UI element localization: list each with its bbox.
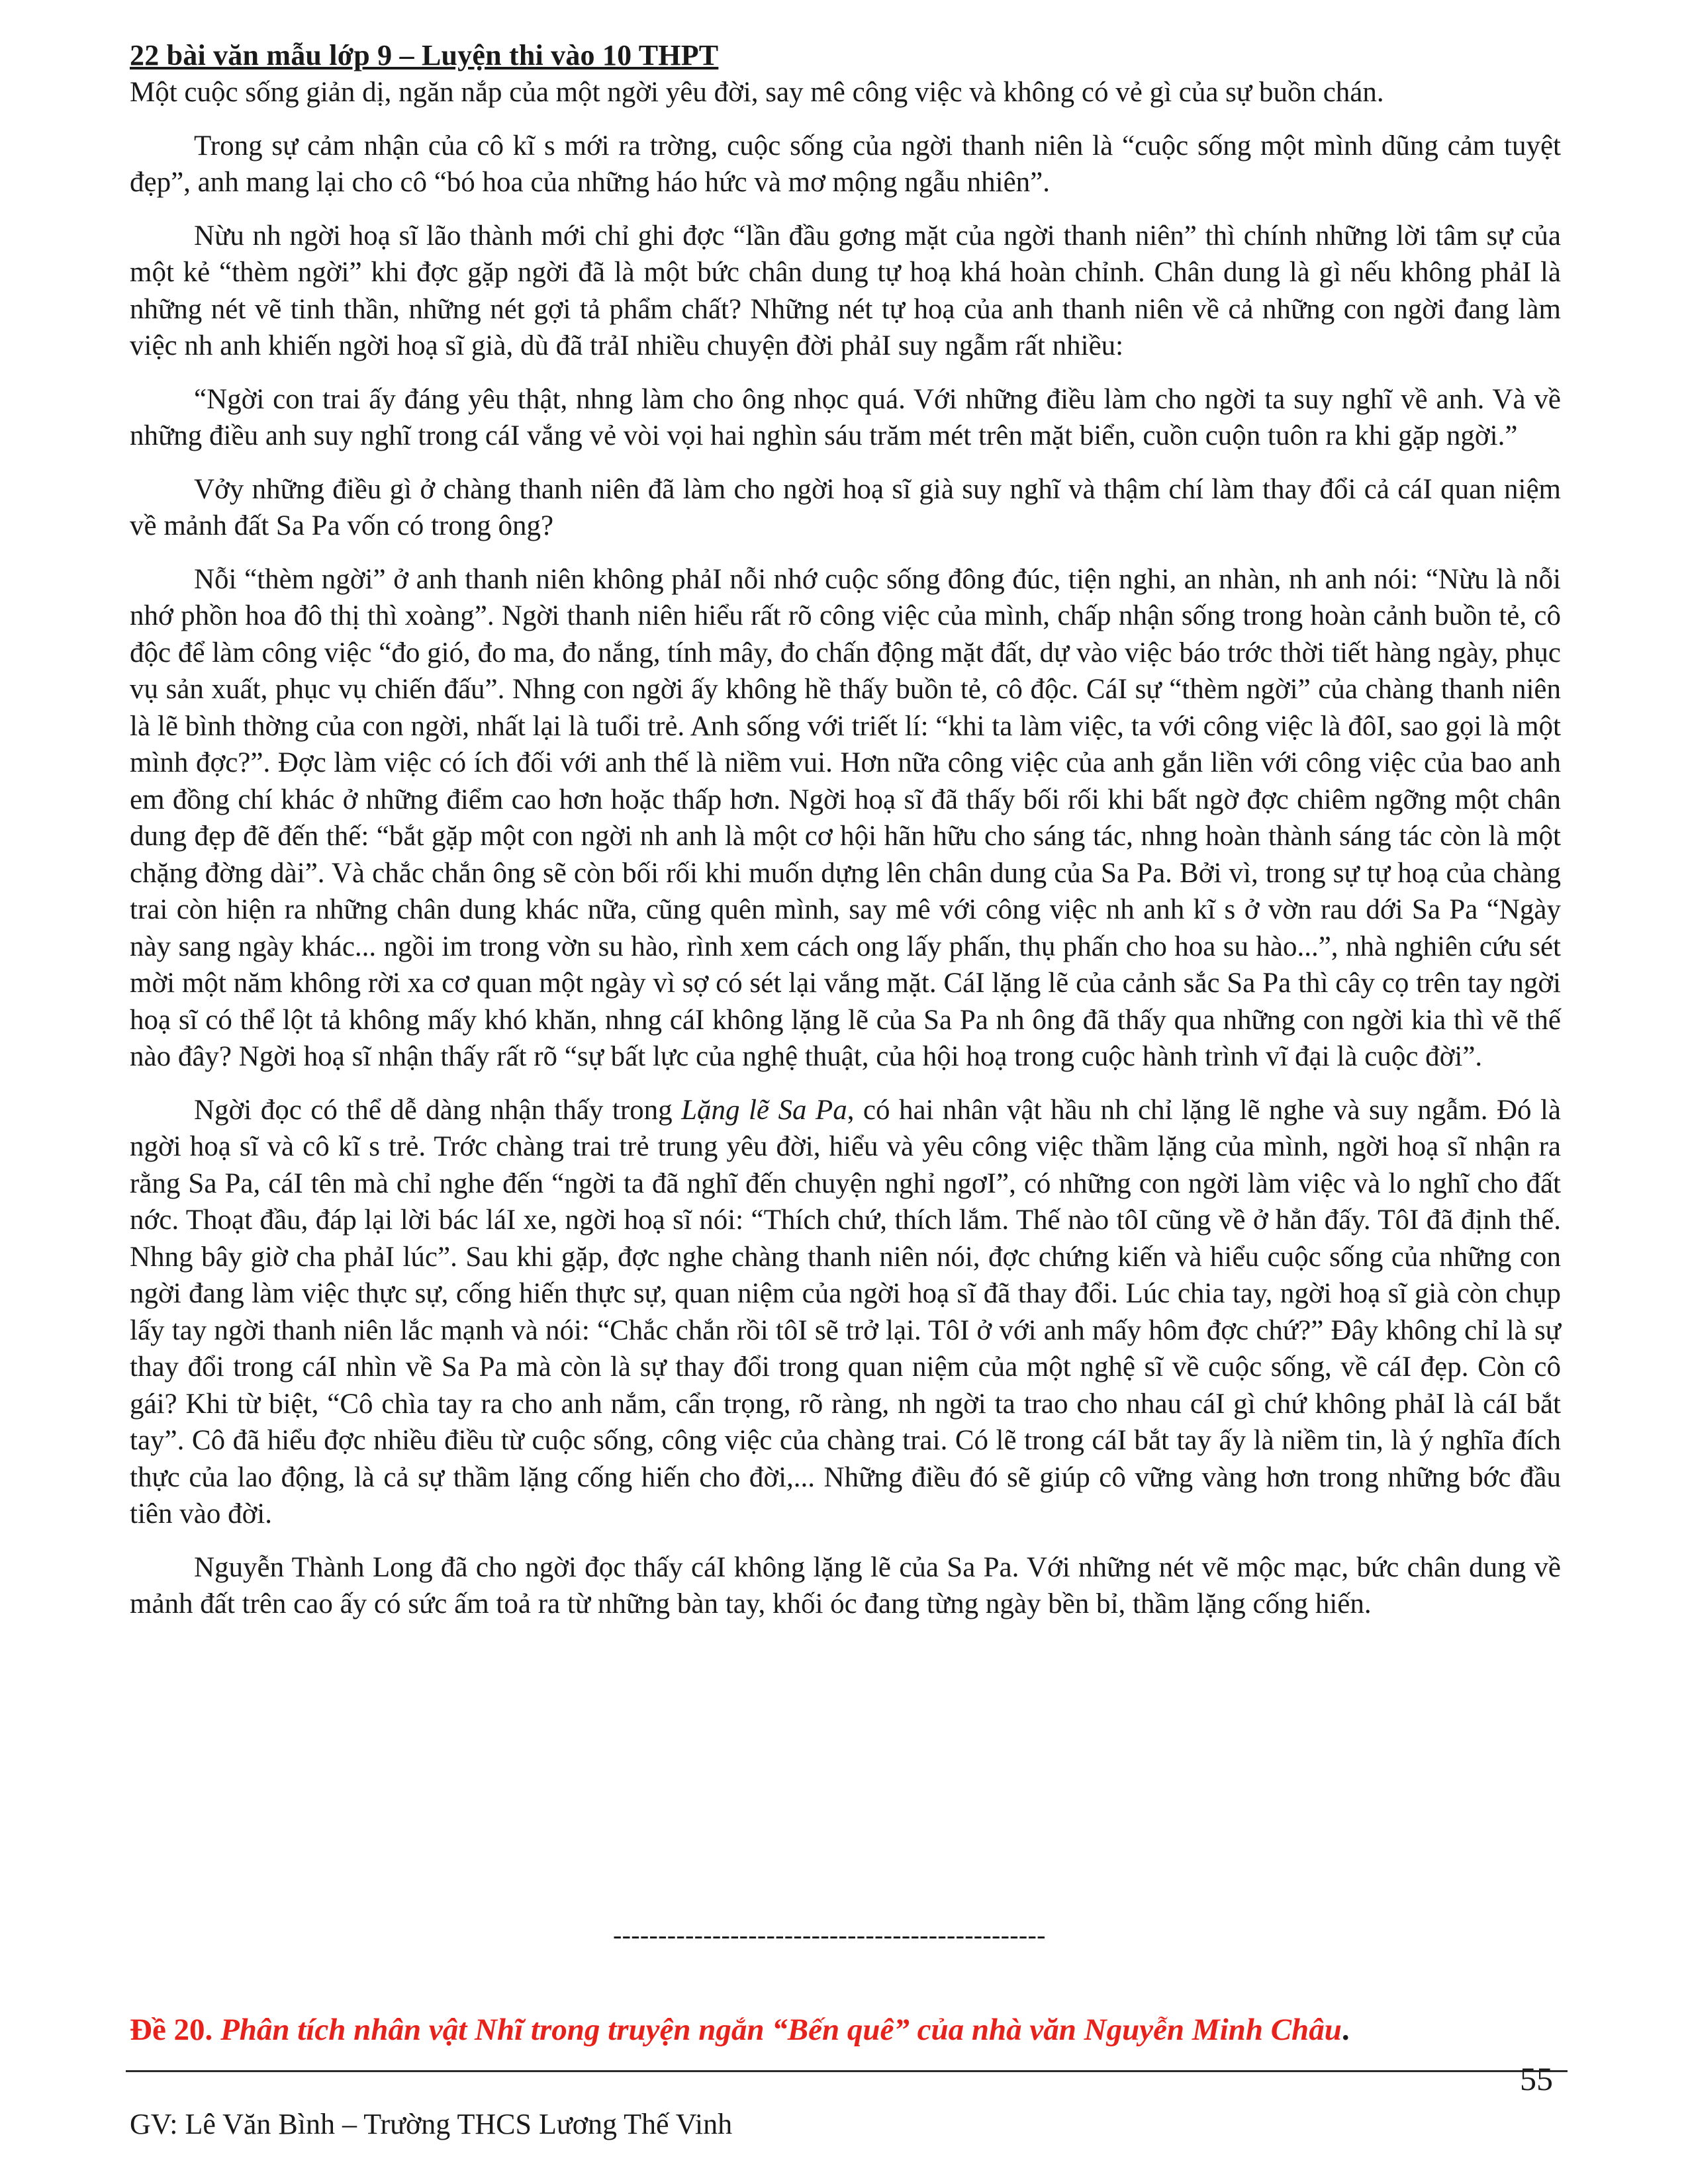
- topic-end: .: [1341, 2013, 1350, 2047]
- next-topic-heading: [130, 2012, 1566, 2048]
- paragraph: Vởy những điều gì ở chàng thanh niên đã làm cho ngời hoạ sĩ già suy nghĩ và thậm chí làm thay đổi cả cáI quan niệm về mảnh đất Sa Pa vốn có trong ông?: [130, 473, 1561, 541]
- footer-text: GV: Lê Văn Bình – Trường THCS Lương Thế Vinh: [130, 2108, 733, 2140]
- paragraph: Trong sự cảm nhận của cô kĩ s mới ra trờng, cuộc sống của ngời thanh niên là “cuộc sống một mình dũng cảm tuyệt đẹp”, anh mang lại cho cô “bó hoa của những háo hức và mơ mộng ngẫu nhiên”.: [130, 130, 1561, 198]
- topic-label: Đề 20.: [130, 2013, 213, 2047]
- quote-paragraph: “Ngời con trai ấy đáng yêu thật, nhng làm cho ông nhọc quá. Với những điều làm cho ngời ta suy nghĩ về anh. Và về những điều anh suy nghĩ trong cáI vắng vẻ vòi vọi hai nghìn sáu trăm mét trên mặt biển, cuồn cuộn tuôn ra khi gặp ngời.”: [130, 383, 1561, 451]
- section-separator: ------------------------------------------------: [613, 1920, 1046, 1950]
- paragraph: Nguyễn Thành Long đã cho ngời đọc thấy cáI không lặng lẽ của Sa Pa. Với những nét vẽ mộc mạc, bức chân dung về mảnh đất trên cao ấy có sức ấm toả ra từ những bàn tay, khối óc đang từng ngày bền bỉ, thầm lặng cống hiến.: [130, 1551, 1561, 1619]
- paragraph: [130, 1092, 1561, 1533]
- paragraph-text: Ngời đọc có thể dễ dàng nhận thấy trong: [194, 1094, 682, 1126]
- topic-text: Phân tích nhân vật Nhĩ trong truyện ngắn “Bến quê” của nhà văn Nguyễn Minh Châu: [220, 2013, 1342, 2047]
- document-header-title: 22 bài văn mẫu lớp 9 – Luyện thi vào 10 THPT: [130, 39, 719, 71]
- paragraph: Nỗi “thèm ngời” ở anh thanh niên không phảI nỗi nhớ cuộc sống đông đúc, tiện nghi, an nhàn, nh anh nói: “Nừu là nỗi nhớ phồn hoa đô thị thì xoàng”. Ngời thanh niên hiểu rất rõ công việc của mình, chấp nhận sống trong hoàn cảnh buồn tẻ, cô độc để làm công việc “đo gió, đo ma, đo nắng, tính mây, đo chấn động mặt đất, dự vào việc báo trớc thời tiết hàng ngày, phục vụ sản xuất, phục vụ chiến đấu”. Nhng con ngời ấy không hề thấy buồn tẻ, cô độc. CáI sự “thèm ngời” của chàng thanh niên là lẽ bình thờng của con ngời, nhất lại là tuổi trẻ. Anh sống với triết lí: “khi ta làm việc, ta với công việc là đôI, sao gọi là một mình đợc?”. Đợc làm việc có ích đối với anh thế là niềm vui. Hơn nữa công việc của anh gắn liền với công việc của bao anh em đồng chí khác ở những điểm cao hơn hoặc thấp hơn. Ngời hoạ sĩ đã thấy bối rối khi bất ngờ đợc chiêm ngỡng một chân dung đẹp đẽ đến thế: “bắt gặp một con ngời nh anh là một cơ hội hãn hữu cho sáng tác, nhng hoàn thành sáng tác còn là một chặng đờng dài”. Và chắc chắn ông sẽ còn bối rối khi muốn dựng lên chân dung của Sa Pa. Bởi vì, trong sự tự hoạ của chàng trai còn hiện ra những chân dung khác nữa, cũng quên mình, say mê với công việc nh anh kĩ s ở vờn rau dới Sa Pa “Ngày này sang ngày khác... ngồi im trong vờn su hào, rình xem cách ong lấy phấn, thụ phấn cho hoa su hào...”, nhà nghiên cứu sét mời một năm không rời xa cơ quan một ngày vì sợ có sét lại vắng mặt. CáI lặng lẽ của cảnh sắc Sa Pa thì cây cọ trên tay ngời hoạ sĩ có thể lột tả không mấy khó khăn, nhng cáI không lặng lẽ của Sa Pa nh ông đã thấy qua những con ngời kia thì vẽ thế nào đây? Ngời hoạ sĩ nhận thấy rất rõ “sự bất lực của nghệ thuật, của hội hoạ trong cuộc hành trình vĩ đại là cuộc đời”.: [130, 563, 1561, 1072]
- paragraph-text: , có hai nhân vật hầu nh chỉ lặng lẽ nghe và suy ngẫm. Đó là ngời hoạ sĩ và cô kĩ s trẻ. Trớc chàng trai trẻ trung yêu đời, hiểu và yêu công việc thầm lặng của mình, ngời hoạ sĩ nhận ra rằng Sa Pa, cáI tên mà chỉ nghe đến “ngời ta đã nghĩ đến chuyện nghỉ ngơI”, có những con ngời làm việc và lo nghĩ cho đất nớc. Thoạt đầu, đáp lại lời bác láI xe, ngời hoạ sĩ nói: “Thích chứ, thích lắm. Thế nào tôI cũng về ở hẳn đấy. TôI đã định thế. Nhng bây giờ cha phảI lúc”. Sau khi gặp, đợc nghe chàng thanh niên nói, đợc chứng kiến và hiểu cuộc sống của những con ngời đang làm việc thực sự, cống hiến thực sự, quan niệm của ngời hoạ sĩ đã thay đổi. Lúc chia tay, ngời hoạ sĩ già còn chụp lấy tay ngời thanh niên lắc mạnh và nói: “Chắc chắn rồi tôI sẽ trở lại. TôI ở với anh mấy hôm đợc chứ?” Đây không chỉ là sự thay đổi trong cáI nhìn về Sa Pa mà còn là sự thay đổi trong quan niệm của một nghệ sĩ về cuộc sống, về cáI đẹp. Còn cô gái? Khi từ biệt, “Cô chìa tay ra cho anh nắm, cẩn trọng, rõ ràng, nh ngời ta trao cho nhau cáI gì chứ không phảI là cáI bắt tay”. Cô đã hiểu đợc nhiều điều từ cuộc sống, công việc của chàng trai. Có lẽ trong cáI bắt tay ấy là niềm tin, là ý nghĩa đích thực của lao động, là cả sự thầm lặng cống hiến cho đời,... Những điều đó sẽ giúp cô vững vàng hơn trong những bớc đầu tiên vào đời.: [130, 1094, 1561, 1529]
- footer-rule: [126, 2070, 1568, 2072]
- work-title: Lặng lẽ Sa Pa: [681, 1094, 847, 1126]
- paragraph: Nừu nh ngời hoạ sĩ lão thành mới chỉ ghi đợc “lần đầu gơng mặt của ngời thanh niên” thì chính những lời tâm sự của một kẻ “thèm ngời” khi đợc gặp ngời đã là một bức chân dung tự hoạ khá hoàn chỉnh. Chân dung là gì nếu không phảI là những nét vẽ tinh thần, những nét gợi tả phẩm chất? Những nét tự hoạ của anh thanh niên về cả những con ngời đang làm việc nh anh khiến ngời hoạ sĩ già, dù đã trảI nhiều chuyện đời phảI suy ngẫm rất nhiều:: [130, 220, 1561, 361]
- paragraph: Một cuộc sống giản dị, ngăn nắp của một ngời yêu đời, say mê công việc và không có vẻ gì của sự buồn chán.: [130, 77, 1384, 108]
- essay-body: [130, 74, 1561, 1623]
- page-number: 55: [1520, 2060, 1553, 2097]
